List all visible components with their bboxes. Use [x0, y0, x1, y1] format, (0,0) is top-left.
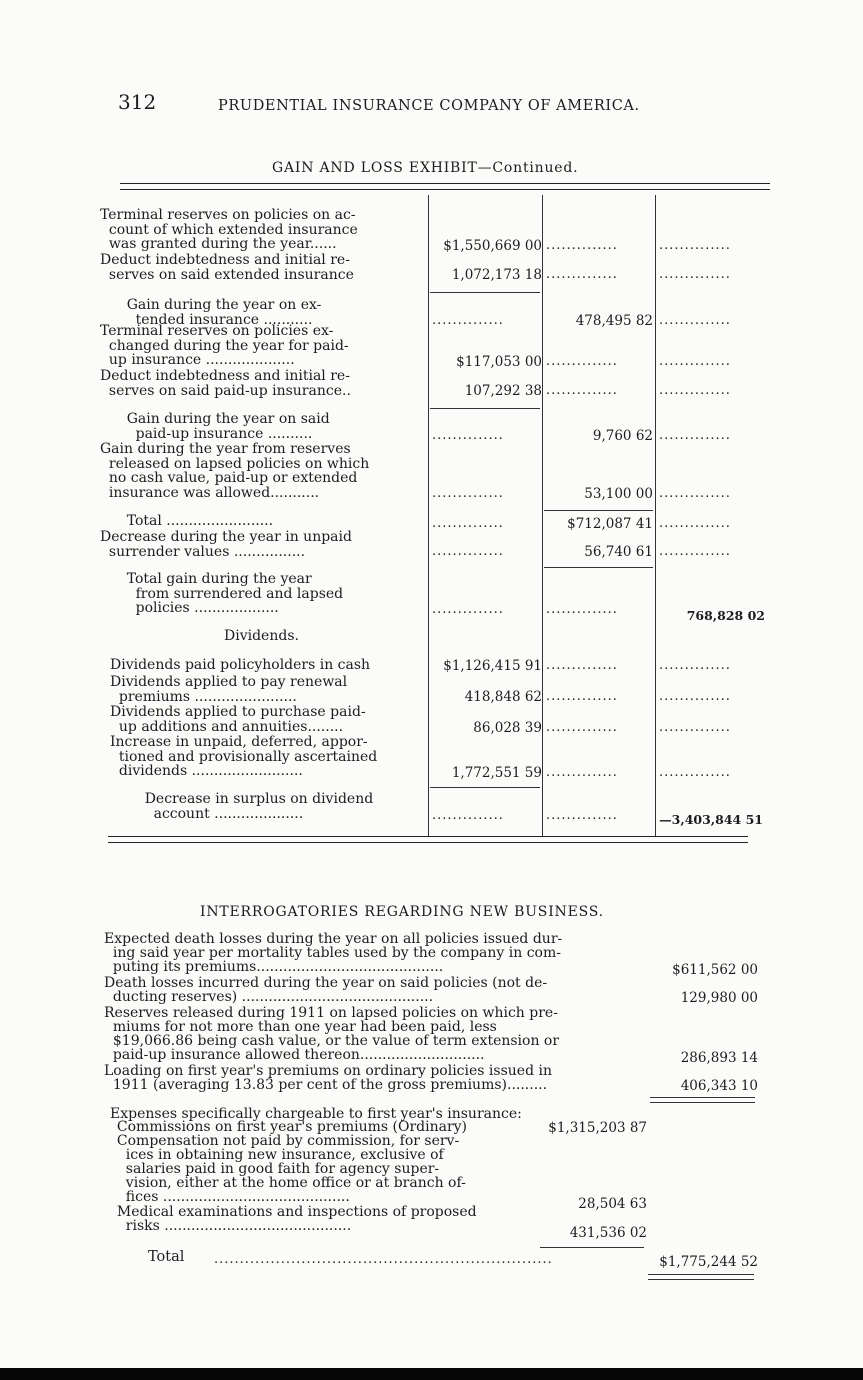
- row-label: Deduct indebtedness and initial re- serves on said extended insurance: [100, 252, 354, 283]
- page-number: 312: [118, 90, 157, 114]
- expense-label: Compensation not paid by commission, for serv- ices in obtaining new insurance, exclusive of salaries paid in good faith for agency super- vision, either at the home office or at branch of- fices ..........................................: [116, 1133, 466, 1205]
- item-value: 129,980 00: [680, 990, 758, 1006]
- dot-leader: ..............: [546, 238, 618, 253]
- col3-value: —3,403,844 51: [659, 812, 763, 827]
- col3-value: 768,828 02: [686, 608, 765, 623]
- dot-leader: ..............: [546, 267, 618, 282]
- dot-leader: ..............: [659, 354, 731, 369]
- sum-rule: [540, 1247, 644, 1248]
- col2-value: $712,087 41: [567, 516, 653, 532]
- dot-leader: ..............: [659, 544, 731, 559]
- col1-value: $117,053 00: [456, 354, 542, 370]
- row-label: Gain during the year on said paid-up insurance ..........: [126, 411, 330, 442]
- row-label: Dividends paid policyholders in cash: [110, 657, 371, 673]
- item-label: Reserves released during 1911 on lapsed policies on which pre- miums for not more than one year had been paid, less $19,066.86 being cash value, or the value of term extension or paid-up insurance allowed thereon............................: [104, 1005, 560, 1063]
- dot-leader: ..............: [546, 383, 618, 398]
- dot-leader: ..............: [432, 313, 504, 328]
- dot-leader: ..............: [659, 689, 731, 704]
- col1-value: 1,072,173 18: [451, 267, 542, 283]
- dot-leader: ..............: [546, 808, 618, 823]
- dot-leader: ..............: [659, 486, 731, 501]
- row-label: Dividends applied to pay renewal premiums .......................: [110, 674, 348, 705]
- sum-rule: [544, 510, 653, 511]
- sum-rule: [430, 292, 540, 293]
- table-top-rule-inner: [120, 189, 770, 190]
- item-label: Loading on first year's premiums on ordinary policies issued in 1911 (averaging 13.83 per cent of the gross premiums).........: [104, 1063, 552, 1093]
- total-value: $1,775,244 52: [659, 1254, 758, 1270]
- row-label: Deduct indebtedness and initial re- serves on said paid-up insurance..: [100, 368, 351, 399]
- expenses-heading: Expenses specifically chargeable to first year's insurance:: [110, 1106, 522, 1122]
- dot-leader: ..............: [546, 602, 618, 617]
- double-rule: [648, 1274, 754, 1275]
- table-bottom-rule: [108, 836, 748, 837]
- row-label: Decrease in surplus on dividend account ....................: [144, 791, 374, 822]
- dot-leader: ..............: [659, 267, 731, 282]
- col1-value: $1,550,669 00: [443, 238, 542, 254]
- row-label: Gain during the year from reserves released on lapsed policies on which no cash value, paid-up or extended insurance was allowed...........: [100, 441, 370, 501]
- column-rule-1: [428, 195, 429, 837]
- dot-leader: ..............: [432, 602, 504, 617]
- row-label: Total gain during the year from surrendered and lapsed policies ...................: [126, 571, 344, 617]
- scan-edge-bar: [0, 1368, 863, 1380]
- total-label: Total: [148, 1249, 185, 1265]
- dot-leader: ..............: [432, 486, 504, 501]
- dot-leader: ..............: [659, 720, 731, 735]
- dot-leader: ..............: [546, 689, 618, 704]
- interrogatories-title: INTERROGATORIES REGARDING NEW BUSINESS.: [200, 904, 604, 920]
- item-label: Death losses incurred during the year on said policies (not de- ducting reserves) ...........................................: [104, 975, 548, 1005]
- item-value: $611,562 00: [672, 962, 758, 978]
- col1-value: 1,772,551 59: [451, 765, 542, 781]
- expense-value: 431,536 02: [569, 1225, 647, 1241]
- expense-label: Commissions on first year's premiums (Ordinary): [108, 1119, 468, 1135]
- col1-value: 86,028 39: [473, 720, 542, 736]
- dot-leader: ..............: [659, 313, 731, 328]
- exhibit-title: GAIN AND LOSS EXHIBIT—Continued.: [272, 160, 579, 176]
- expense-value: 28,504 63: [578, 1196, 647, 1212]
- dot-leader: ..............: [432, 544, 504, 559]
- sum-rule: [544, 567, 653, 568]
- dot-leader: ..............: [432, 516, 504, 531]
- column-rule-3: [655, 195, 656, 837]
- row-label: Terminal reserves on policies on ac- count of which extended insurance was granted during the year......: [100, 207, 358, 253]
- double-rule: [648, 1279, 754, 1280]
- dot-leader: ..............: [546, 658, 618, 673]
- dot-leader: ..............: [432, 808, 504, 823]
- col1-value: 418,848 62: [464, 689, 542, 705]
- dot-leader: ..............: [659, 238, 731, 253]
- item-value: 286,893 14: [680, 1050, 758, 1066]
- table-top-rule: [120, 183, 770, 184]
- dot-leader: ..............: [659, 658, 731, 673]
- expense-value: $1,315,203 87: [548, 1120, 647, 1136]
- double-rule: [650, 1097, 755, 1098]
- col2-value: 53,100 00: [584, 486, 653, 502]
- row-label: Total ........................: [100, 513, 274, 529]
- row-label: Dividends applied to purchase paid- up additions and annuities........: [110, 704, 366, 735]
- item-label: Expected death losses during the year on all policies issued dur- ing said year per mortality tables used by the company in com- puting its premiums..........................................: [104, 931, 563, 975]
- col1-value: $1,126,415 91: [443, 658, 542, 674]
- dot-leader: ..............: [659, 428, 731, 443]
- dot-leader: ..............: [546, 354, 618, 369]
- col1-value: 107,292 38: [464, 383, 542, 399]
- row-label: Decrease during the year in unpaid surrender values ................: [100, 529, 352, 560]
- expense-label: Medical examinations and inspections of proposed risks ..........................................: [116, 1204, 477, 1234]
- col2-value: 478,495 82: [575, 313, 653, 329]
- table-bottom-rule-inner: [108, 842, 748, 843]
- dot-leader: ..............: [432, 428, 504, 443]
- dot-leader: ..................................................................: [214, 1252, 553, 1267]
- dot-leader: ..............: [659, 383, 731, 398]
- column-rule-2: [542, 195, 543, 837]
- col2-value: 56,740 61: [584, 544, 653, 560]
- running-title: PRUDENTIAL INSURANCE COMPANY OF AMERICA.: [218, 98, 640, 114]
- sum-rule: [430, 787, 540, 788]
- row-label: Terminal reserves on policies ex- changed during the year for paid- up insurance ....................: [100, 323, 349, 369]
- dot-leader: ..............: [659, 516, 731, 531]
- sum-rule: [430, 408, 540, 409]
- dot-leader: ..............: [546, 720, 618, 735]
- dot-leader: ..............: [659, 765, 731, 780]
- row-label: Increase in unpaid, deferred, appor- tioned and provisionally ascertained dividends .........................: [110, 734, 378, 780]
- dot-leader: ..............: [546, 765, 618, 780]
- item-value: 406,343 10: [680, 1078, 758, 1094]
- double-rule: [650, 1102, 755, 1103]
- col2-value: 9,760 62: [592, 428, 653, 444]
- row-label: Gain during the year on ex- tended insurance ...........: [126, 297, 322, 328]
- dividends-heading: Dividends.: [224, 628, 299, 644]
